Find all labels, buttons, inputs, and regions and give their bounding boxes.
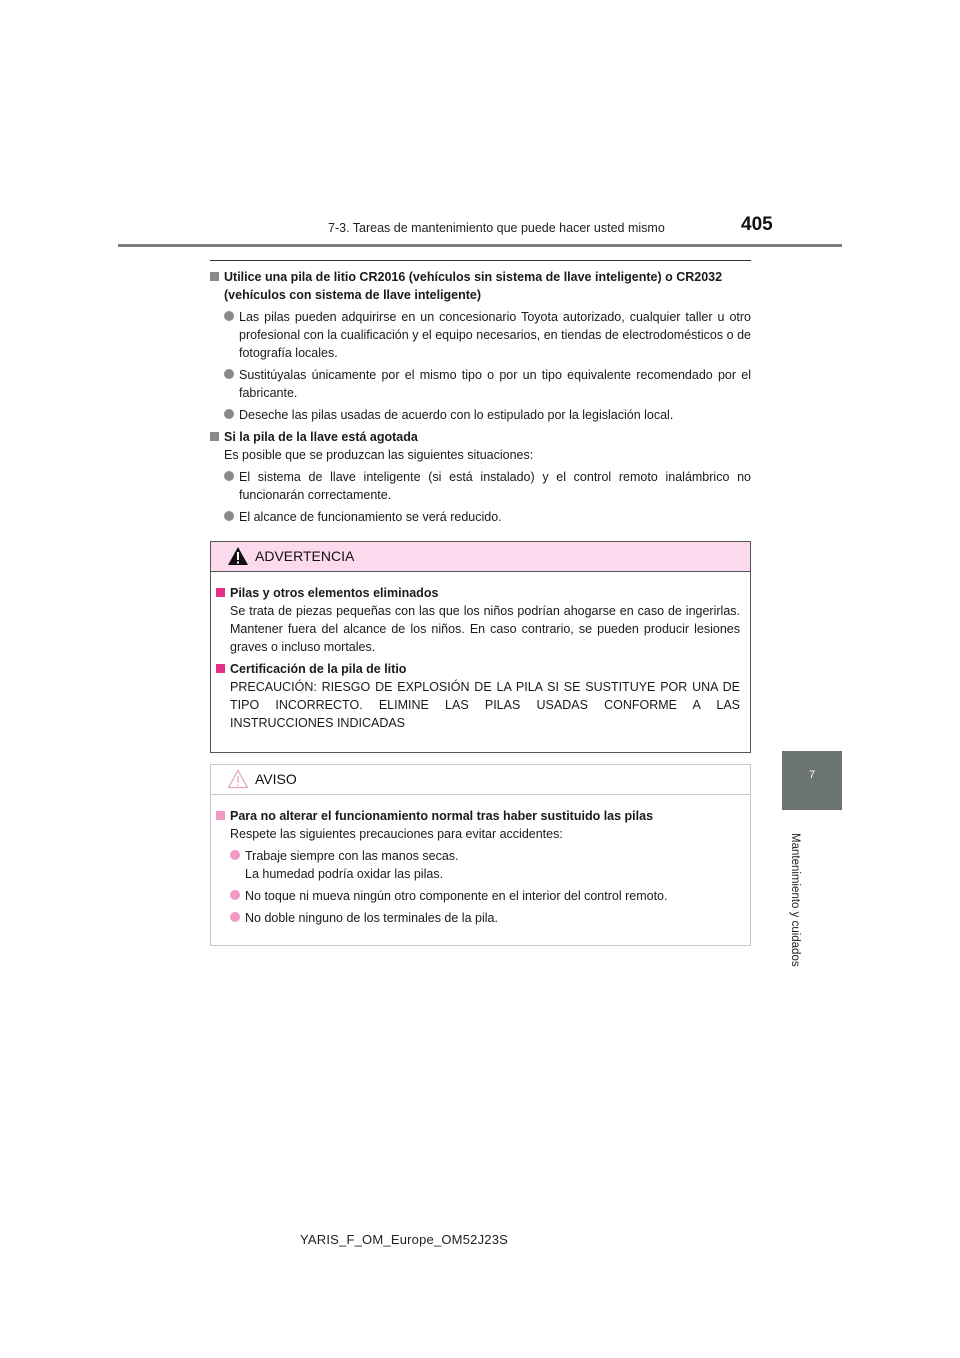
warning-triangle-icon (227, 546, 249, 566)
header-rule (118, 244, 842, 247)
list-item: El sistema de llave inteligente (si está instalado) y el control remoto inalámbrico no funcionarán correctamente. (210, 468, 751, 504)
list-item: Sustitúyalas únicamente por el mismo tipo o por un tipo equivalente recomendado por el fabricante. (210, 366, 751, 402)
list-item: El alcance de funcionamiento se verá reducido. (210, 508, 751, 526)
notice-body (211, 795, 750, 935)
document-code: YARIS_F_OM_Europe_OM52J23S (300, 1232, 509, 1247)
notice-heading: Para no alterar el funcionamiento normal tras haber sustituido las pilas (216, 807, 740, 825)
warning-title: ADVERTENCIA (255, 548, 355, 564)
section-battery-type (210, 268, 751, 526)
chapter-number: 7 (808, 769, 816, 781)
list-item: Trabaje siempre con las manos secas. La humedad podría oxidar las pilas. (216, 847, 740, 883)
notice-title: AVISO (255, 771, 297, 787)
square-bullet-icon (216, 811, 225, 820)
round-bullet-icon (224, 311, 234, 321)
list-item: No doble ninguno de los terminales de la pila. (216, 909, 740, 927)
round-bullet-icon (230, 890, 240, 900)
notice-intro: Respete las siguientes precauciones para evitar accidentes: (230, 827, 563, 841)
chapter-side-label: Mantenimiento y cuidados (789, 833, 801, 967)
square-bullet-icon (210, 272, 219, 281)
warning-box (210, 541, 751, 753)
warning-item-heading: Pilas y otros elementos eliminados (216, 584, 740, 602)
round-bullet-icon (224, 409, 234, 419)
page-number: 405 (741, 214, 773, 235)
round-bullet-icon (224, 471, 234, 481)
section-heading: Utilice una pila de litio CR2016 (vehículos sin sistema de llave inteligente) o CR2032 (vehículos con sistema de llave inteligente) (210, 268, 751, 304)
chapter-tab[interactable] (782, 751, 842, 810)
round-bullet-icon (230, 912, 240, 922)
warning-item-heading: Certificación de la pila de litio (216, 660, 740, 678)
section-heading: Si la pila de la llave está agotada (210, 428, 751, 446)
round-bullet-icon (230, 850, 240, 860)
list-item: No toque ni mueva ningún otro componente en el interior del control remoto. (216, 887, 740, 905)
square-bullet-icon (210, 432, 219, 441)
content-rule (210, 260, 751, 261)
list-item: Las pilas pueden adquirirse en un concesionario Toyota autorizado, cualquier taller u otro profesional con la cualificación y el equipo necesarios, en tiendas de electrodomésticos o de fotografía locales. (210, 308, 751, 362)
section-title: 7-3. Tareas de mantenimiento que puede hacer usted mismo (328, 221, 665, 235)
notice-header (211, 765, 750, 795)
warning-body (211, 572, 750, 740)
section-intro: Es posible que se produzcan las siguientes situaciones: (224, 448, 534, 462)
round-bullet-icon (224, 369, 234, 379)
warning-header (211, 542, 750, 572)
list-item: Deseche las pilas usadas de acuerdo con lo estipulado por la legislación local. (210, 406, 751, 424)
square-bullet-icon (216, 588, 225, 597)
square-bullet-icon (216, 664, 225, 673)
round-bullet-icon (224, 511, 234, 521)
warning-item-text: PRECAUCIÓN: RIESGO DE EXPLOSIÓN DE LA PILA SI SE SUSTITUYE POR UNA DE TIPO INCORRECTO. ELIMINE LAS PILAS USADAS CONFORME A LAS INSTRUCCIONES INDICADAS (230, 680, 740, 730)
caution-triangle-icon (227, 769, 249, 789)
warning-item-text: Se trata de piezas pequeñas con las que los niños podrían ahogarse en caso de ingerirlas. Mantener fuera del alcance de los niños. En caso contrario, se pueden producir lesiones graves o incluso mortales. (230, 604, 740, 654)
notice-box (210, 764, 751, 946)
